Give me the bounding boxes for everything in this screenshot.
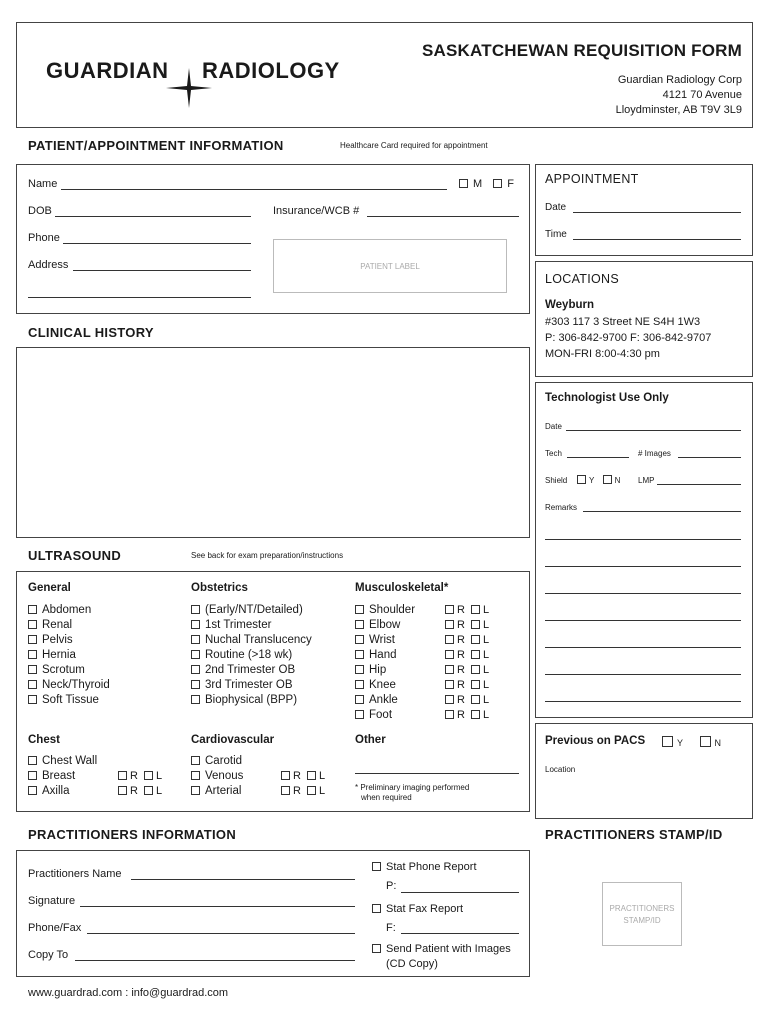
clinical-history-field[interactable] [16, 347, 530, 538]
left-checkbox[interactable] [471, 665, 480, 674]
tech-date-label: Date [545, 422, 562, 431]
send-images-option[interactable]: Send Patient with Images [372, 943, 511, 955]
side-options: R L [445, 694, 489, 706]
msk-item[interactable]: Foot R L [355, 707, 515, 722]
right-checkbox[interactable] [445, 710, 454, 719]
pacs-location-label: Location [545, 765, 576, 774]
checkbox-icon[interactable] [28, 650, 37, 659]
right-checkbox[interactable] [445, 680, 454, 689]
stat-fax-option[interactable]: Stat Fax Report [372, 903, 463, 915]
obstetrics-item[interactable]: 2nd Trimester OB [191, 662, 312, 677]
pacs-yes-checkbox[interactable] [662, 736, 673, 747]
logo-text-radiology: RADIOLOGY [202, 58, 340, 83]
company-address-1: 4121 70 Avenue [662, 89, 742, 101]
obstetrics-title: Obstetrics [191, 582, 248, 594]
checkbox-icon[interactable] [28, 665, 37, 674]
other-title: Other [355, 734, 386, 746]
side-options: R L [281, 770, 325, 782]
obstetrics-item[interactable]: Biophysical (BPP) [191, 692, 312, 707]
chest-item[interactable]: Breast R L [28, 768, 178, 783]
technologist-title: Technologist Use Only [545, 392, 669, 404]
appt-time-label: Time [545, 229, 567, 240]
left-checkbox[interactable] [307, 771, 316, 780]
patient-section-title: PATIENT/APPOINTMENT INFORMATION [28, 138, 284, 153]
right-checkbox[interactable] [445, 650, 454, 659]
right-checkbox[interactable] [445, 605, 454, 614]
left-checkbox[interactable] [471, 680, 480, 689]
phone-field[interactable] [63, 243, 251, 244]
send-images-checkbox[interactable] [372, 944, 381, 953]
sex-options [459, 178, 514, 190]
signature-label: Signature [28, 895, 76, 907]
company-name: Guardian Radiology Corp [617, 74, 742, 86]
appt-date-label: Date [545, 202, 567, 213]
checkbox-icon[interactable] [191, 650, 200, 659]
checkbox-icon[interactable] [191, 771, 200, 780]
right-checkbox[interactable] [445, 635, 454, 644]
star-logo-icon [164, 66, 214, 110]
tech-date-field[interactable] [566, 430, 741, 431]
remarks-field[interactable] [583, 511, 741, 512]
cardio-list [191, 753, 341, 798]
tech-field[interactable] [567, 457, 629, 458]
general-item[interactable]: Scrotum [28, 662, 110, 677]
checkbox-icon[interactable] [355, 695, 364, 704]
location-hours: MON-FRI 8:00-4:30 pm [545, 348, 660, 360]
phone-label: Phone [28, 232, 60, 244]
msk-item[interactable]: Elbow R L [355, 617, 515, 632]
images-field[interactable] [678, 457, 741, 458]
cardio-title: Cardiovascular [191, 734, 275, 746]
copyto-label: Copy To [28, 949, 69, 961]
locations-title: LOCATIONS [545, 272, 620, 286]
other-field[interactable] [355, 773, 519, 774]
left-checkbox[interactable] [471, 620, 480, 629]
practitioners-stamp-title: PRACTITIONERS STAMP/ID [545, 827, 723, 842]
right-checkbox[interactable] [118, 786, 127, 795]
chest-item[interactable]: Chest Wall [28, 753, 178, 768]
side-options: R L [445, 679, 489, 691]
patient-label-box [273, 239, 507, 293]
images-label: # Images [638, 449, 671, 458]
remarks-line[interactable] [545, 647, 741, 648]
checkbox-icon[interactable] [28, 680, 37, 689]
remarks-line[interactable] [545, 593, 741, 594]
location-city: Weyburn [545, 299, 594, 311]
msk-item[interactable]: Knee R L [355, 677, 515, 692]
left-checkbox[interactable] [307, 786, 316, 795]
name-field[interactable] [61, 189, 447, 190]
side-options: R L [445, 604, 489, 616]
practitioners-title: PRACTITIONERS INFORMATION [28, 827, 237, 842]
stat-fax-f-label: F: [386, 922, 396, 934]
checkbox-icon[interactable] [355, 680, 364, 689]
dob-field[interactable] [55, 216, 251, 217]
side-options: R L [118, 785, 162, 797]
lmp-field[interactable] [657, 484, 741, 485]
side-options: R L [118, 770, 162, 782]
general-item[interactable]: Abdomen [28, 602, 110, 617]
general-list [28, 602, 110, 707]
insurance-field[interactable] [367, 216, 519, 217]
shield-label: Shield [545, 476, 568, 485]
location-street: #303 117 3 Street NE S4H 1W3 [545, 316, 701, 328]
obstetrics-item[interactable]: Routine (>18 wk) [191, 647, 312, 662]
location-phone: P: 306-842-9700 F: 306-842-9707 [545, 332, 712, 344]
left-checkbox[interactable] [471, 710, 480, 719]
phonefax-label: Phone/Fax [28, 922, 82, 934]
general-item[interactable]: Soft Tissue [28, 692, 110, 707]
right-checkbox[interactable] [445, 620, 454, 629]
stamp-text-2: STAMP/ID [623, 916, 661, 925]
left-checkbox[interactable] [144, 786, 153, 795]
checkbox-icon[interactable] [355, 650, 364, 659]
lmp-label: LMP [638, 476, 655, 485]
insurance-label: Insurance/WCB # [273, 205, 360, 217]
msk-item[interactable]: Ankle R L [355, 692, 515, 707]
shield-no-label: N [614, 476, 621, 485]
practitioner-name-field[interactable] [131, 879, 355, 880]
stat-fax-checkbox[interactable] [372, 904, 381, 913]
shield-yes-checkbox[interactable] [577, 475, 586, 484]
side-options: R L [445, 709, 489, 721]
stamp-text-1: PRACTITIONERS [609, 904, 675, 913]
side-options: R L [445, 664, 489, 676]
stamp-box [602, 882, 682, 946]
clinical-history-title: CLINICAL HISTORY [28, 325, 154, 340]
stat-fax-field[interactable] [401, 933, 519, 934]
checkbox-icon[interactable] [191, 665, 200, 674]
copyto-field[interactable] [75, 960, 355, 961]
female-label: F [507, 178, 514, 190]
remarks-line[interactable] [545, 701, 741, 702]
checkbox-icon[interactable] [191, 680, 200, 689]
msk-title: Musculoskeletal* [355, 582, 449, 594]
obstetrics-item[interactable]: 3rd Trimester OB [191, 677, 312, 692]
appointment-title: APPOINTMENT [545, 172, 639, 186]
right-checkbox[interactable] [281, 771, 290, 780]
stat-phone-option[interactable]: Stat Phone Report [372, 861, 477, 873]
pacs-yes-label: Y [677, 738, 684, 748]
remarks-line[interactable] [545, 539, 741, 540]
male-label: M [473, 178, 483, 190]
address-label: Address [28, 259, 69, 271]
checkbox-icon[interactable] [191, 695, 200, 704]
chest-list [28, 753, 178, 798]
preliminary-note-2: when required [361, 793, 412, 802]
msk-item[interactable]: Hip R L [355, 662, 515, 677]
general-item[interactable]: Hernia [28, 647, 110, 662]
checkbox-icon[interactable] [355, 620, 364, 629]
right-checkbox[interactable] [118, 771, 127, 780]
msk-list [355, 602, 515, 722]
checkbox-icon[interactable] [191, 786, 200, 795]
practitioner-name-label: Practitioners Name [28, 868, 122, 880]
checkbox-icon[interactable] [355, 605, 364, 614]
checkbox-icon[interactable] [191, 605, 200, 614]
chest-title: Chest [28, 734, 60, 746]
chest-item[interactable]: Axilla R L [28, 783, 178, 798]
checkbox-icon[interactable] [28, 620, 37, 629]
logo-text-guardian: GUARDIAN [46, 58, 169, 83]
appt-date-field[interactable] [573, 212, 741, 213]
checkbox-icon[interactable] [191, 635, 200, 644]
ultrasound-note: See back for exam preparation/instructions [191, 551, 344, 560]
form-title: SASKATCHEWAN REQUISITION FORM [422, 41, 742, 60]
ultrasound-title: ULTRASOUND [28, 548, 122, 563]
general-item[interactable]: Neck/Thyroid [28, 677, 110, 692]
obstetrics-list [191, 602, 312, 707]
stat-phone-field[interactable] [401, 892, 519, 893]
pacs-options [662, 736, 721, 748]
address-field-2[interactable] [28, 297, 251, 298]
cardio-item[interactable]: Venous R L [191, 768, 341, 783]
side-options: R L [445, 649, 489, 661]
address-field[interactable] [73, 270, 251, 271]
checkbox-icon[interactable] [355, 665, 364, 674]
obstetrics-item[interactable]: 1st Trimester [191, 617, 312, 632]
remarks-line[interactable] [545, 566, 741, 567]
obstetrics-item[interactable]: Nuchal Translucency [191, 632, 312, 647]
general-title: General [28, 582, 71, 594]
patient-label-text: PATIENT LABEL [360, 262, 420, 271]
side-options: R L [445, 634, 489, 646]
company-address-2: Lloydminster, AB T9V 3L9 [615, 104, 742, 116]
male-checkbox[interactable] [459, 179, 468, 188]
msk-item[interactable]: Wrist R L [355, 632, 515, 647]
cardio-item[interactable]: Arterial R L [191, 783, 341, 798]
signature-field[interactable] [80, 906, 355, 907]
pacs-no-checkbox[interactable] [700, 736, 711, 747]
checkbox-icon[interactable] [355, 710, 364, 719]
shield-yes-label: Y [589, 476, 595, 485]
preliminary-note-1: * Preliminary imaging performed [355, 783, 470, 792]
msk-item[interactable]: Hand R L [355, 647, 515, 662]
right-checkbox[interactable] [281, 786, 290, 795]
right-checkbox[interactable] [445, 665, 454, 674]
remarks-line[interactable] [545, 620, 741, 621]
logo [46, 58, 346, 108]
appt-time-field[interactable] [573, 239, 741, 240]
checkbox-icon[interactable] [28, 756, 37, 765]
remarks-line[interactable] [545, 674, 741, 675]
left-checkbox[interactable] [471, 635, 480, 644]
checkbox-icon[interactable] [191, 756, 200, 765]
checkbox-icon[interactable] [28, 695, 37, 704]
technologist-box [535, 382, 753, 718]
footer-contact: www.guardrad.com : info@guardrad.com [28, 987, 229, 999]
general-item[interactable]: Renal [28, 617, 110, 632]
side-options: R L [445, 619, 489, 631]
checkbox-icon[interactable] [191, 620, 200, 629]
shield-options [577, 475, 620, 485]
checkbox-icon[interactable] [28, 786, 37, 795]
left-checkbox[interactable] [144, 771, 153, 780]
pacs-title: Previous on PACS [545, 735, 646, 747]
stat-phone-checkbox[interactable] [372, 862, 381, 871]
side-options: R L [281, 785, 325, 797]
left-checkbox[interactable] [471, 650, 480, 659]
female-checkbox[interactable] [493, 179, 502, 188]
general-item[interactable]: Pelvis [28, 632, 110, 647]
send-images-line2: (CD Copy) [386, 958, 438, 970]
right-checkbox[interactable] [445, 695, 454, 704]
checkbox-icon[interactable] [28, 605, 37, 614]
remarks-label: Remarks [545, 503, 578, 512]
cardio-item[interactable]: Carotid [191, 753, 341, 768]
phonefax-field[interactable] [87, 933, 355, 934]
left-checkbox[interactable] [471, 695, 480, 704]
name-label: Name [28, 178, 58, 190]
pacs-no-label: N [714, 738, 722, 748]
healthcard-note: Healthcare Card required for appointment [340, 141, 488, 150]
msk-item[interactable]: Shoulder R L [355, 602, 515, 617]
tech-label: Tech [545, 449, 562, 458]
shield-no-checkbox[interactable] [603, 475, 612, 484]
checkbox-icon[interactable] [28, 771, 37, 780]
left-checkbox[interactable] [471, 605, 480, 614]
obstetrics-item[interactable]: (Early/NT/Detailed) [191, 602, 312, 617]
stat-phone-p-label: P: [386, 880, 397, 892]
dob-label: DOB [28, 205, 52, 217]
checkbox-icon[interactable] [28, 635, 37, 644]
checkbox-icon[interactable] [355, 635, 364, 644]
